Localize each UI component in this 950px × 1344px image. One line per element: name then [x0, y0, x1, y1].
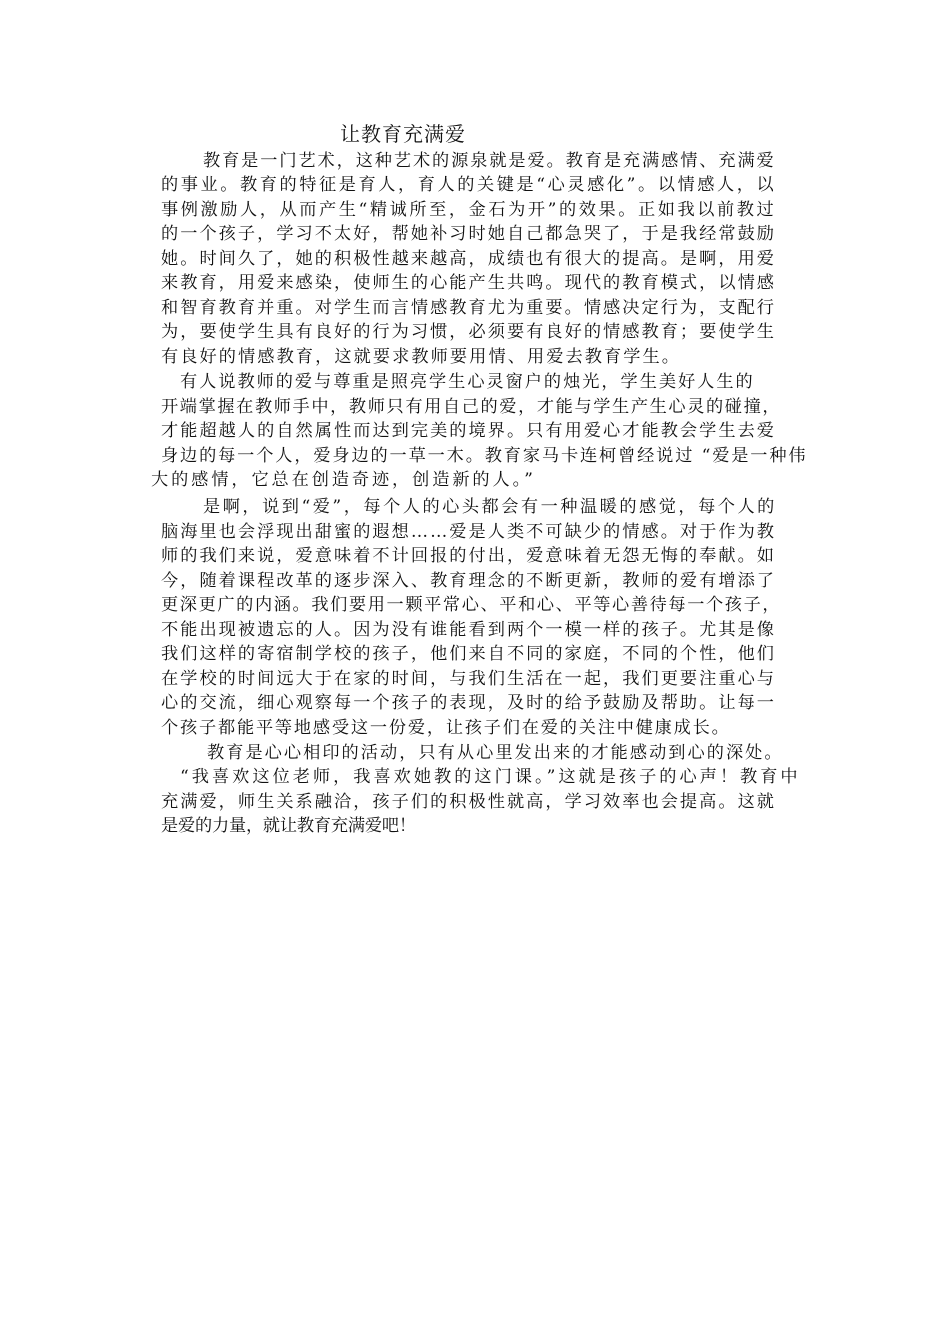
text-line: 来教育，用爱来感染，使师生的心能产生共鸣。现代的教育模式，以情感 [161, 273, 777, 293]
text-line: 心的交流，细心观察每一个孩子的表现，及时的给予鼓励及帮助。让每一 [161, 693, 777, 713]
text-line: 的一个孩子，学习不太好，帮她补习时她自己都急哭了，于是我经常鼓励 [161, 224, 777, 244]
text-line: 有人说教师的爱与尊重是照亮学生心灵窗户的烛光，学生美好人生的 [180, 372, 755, 392]
text-line: 和智育教育并重。对学生而言情感教育尤为重要。情感决定行为，支配行 [161, 298, 777, 318]
text-line: 我们这样的寄宿制学校的孩子，他们来自不同的家庭，不同的个性，他们 [161, 644, 777, 664]
text-line: 大的感情，它总在创造奇迹，创造新的人。” [151, 470, 536, 490]
text-line: 更深更广的内涵。我们要用一颗平常心、平和心、平等心善待每一个孩子， [161, 595, 782, 615]
text-line: 事例激励人，从而产生“精诚所至，金石为开”的效果。正如我以前教过 [161, 200, 777, 220]
text-line: “我喜欢这位老师，我喜欢她教的这门课。”这就是孩子的心声！教育中 [180, 767, 801, 787]
text-line: 教育是心心相印的活动，只有从心里发出来的才能感动到心的深处。 [207, 743, 784, 763]
text-line: 开端掌握在教师手中，教师只有用自己的爱，才能与学生产生心灵的碰撞， [161, 397, 782, 417]
text-line: 为，要使学生具有良好的行为习惯，必须要有良好的情感教育；要使学生 [161, 322, 777, 342]
text-line: 充满爱，师生关系融洽，孩子们的积极性就高，学习效率也会提高。这就 [161, 792, 777, 812]
text-line: 今，随着课程改革的逐步深入、教育理念的不断更新，教师的爱有增添了 [161, 571, 777, 591]
text-line: 教育是一门艺术，这种艺术的源泉就是爱。教育是充满感情、充满爱 [203, 151, 776, 171]
text-line: 身边的每一个人，爱身边的一草一木。教育家马卡连柯曾经说过 “爱是一种伟 [161, 446, 808, 466]
text-line: 在学校的时间远大于在家的时间，与我们生活在一起，我们更要注重心与 [161, 669, 777, 689]
text-line: 有良好的情感教育，这就要求教师要用情、用爱去教育学生。 [161, 347, 682, 367]
text-line: 不能出现被遗忘的人。因为没有谁能看到两个一模一样的孩子。尤其是像 [161, 620, 777, 640]
text-line: 个孩子都能平等地感受这一份爱，让孩子们在爱的关注中健康成长。 [161, 718, 731, 738]
document-title: 让教育充满爱 [340, 122, 466, 146]
text-line: 的事业。教育的特征是育人，育人的关键是“心灵感化”。以情感人，以 [161, 175, 777, 195]
text-line: 师的我们来说，爱意味着不计回报的付出，爱意味着无怨无悔的奉献。如 [161, 546, 777, 566]
text-line: 她。时间久了，她的积极性越来越高，成绩也有很大的提高。是啊，用爱 [161, 249, 777, 269]
text-line: 才能超越人的自然属性而达到完美的境界。只有用爱心才能教会学生去爱 [161, 421, 777, 441]
text-line: 是啊，说到“爱”，每个人的心头都会有一种温暖的感觉，每个人的 [203, 497, 777, 517]
text-line: 是爱的力量，就让教育充满爱吧！ [161, 816, 416, 836]
text-line: 脑海里也会浮现出甜蜜的遐想……爱是人类不可缺少的情感。对于作为教 [161, 522, 777, 542]
